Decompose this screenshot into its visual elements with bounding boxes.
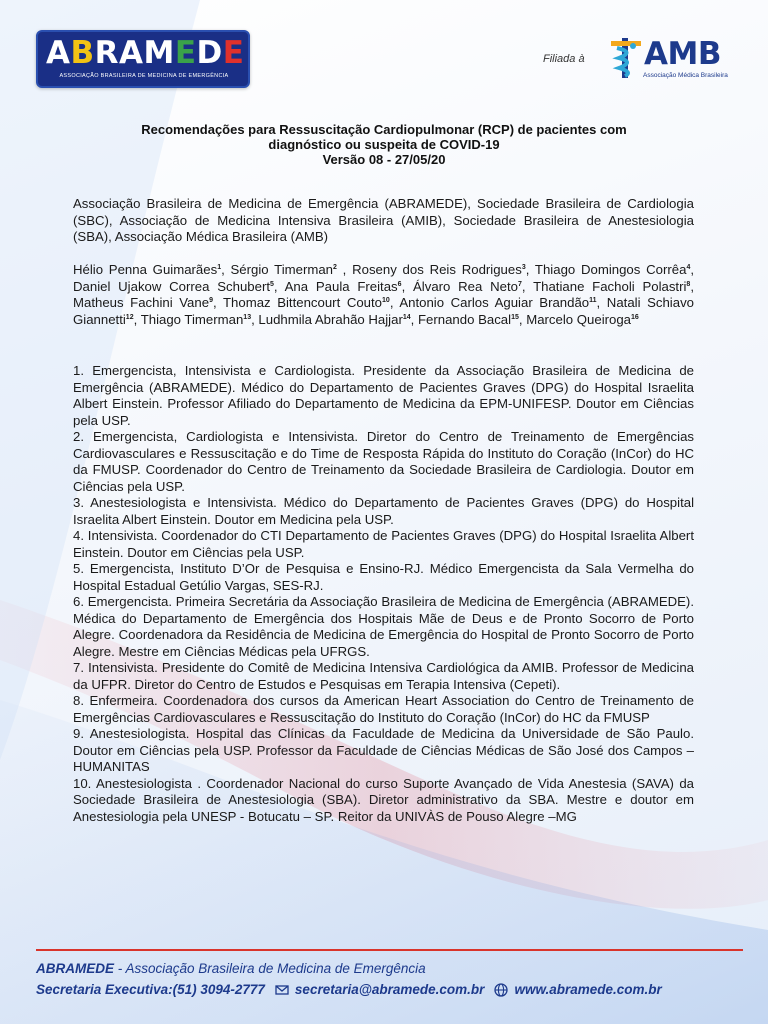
author-name: Antonio Carlos Aguiar Brandão: [399, 295, 590, 310]
footer-contact: [36, 982, 743, 997]
author-ref: 2: [333, 264, 337, 271]
abramede-tagline: ASSOCIAÇÃO BRASILEIRA DE MEDICINA DE EMERGÊNCIA: [59, 73, 229, 79]
author-name: Hélio Penna Guimarães: [73, 262, 218, 277]
author-ref: 7: [517, 280, 522, 288]
amb-tagline: Associação Médica Brasileira: [643, 72, 728, 79]
author-name: Marcelo Queiroga: [526, 311, 632, 327]
amb-wordmark: AMB: [644, 36, 721, 72]
author-ref: 14: [402, 313, 411, 321]
author-name: Ludhmila Abrahão Hajjar: [258, 311, 403, 327]
document-title: [84, 122, 684, 167]
author-ref: 8: [686, 280, 691, 288]
author-name: Thiago Domingos Corrêa: [534, 262, 687, 277]
author-ref: 13: [243, 313, 252, 321]
authors-paragraph: Hélio Penna Guimarães$^1$, Sérgio Timerman$^2$ , Roseny dos Reis Rodrigues$^3$, Thiago Domingos Corrêa$^4$, Daniel Ujakow Correa Schubert$^5$, Ana Paula Freitas$^6$, Álvaro Rea Neto$^7$, Thatiane Facholi Polastri$^8$, Matheus Fachini Vane$^9$, Thomaz Bittencourt Couto$^{10}$, Antonio Carlos Aguiar Brandão$^{11}$, Natali Schiavo Giannetti$^{12}$, Thiago Timerman$^{13}$, Ludhmila Abrahão Hajjar$^{14}$, Fernando Bacal$^{15}$, Marcelo Queiroga$^{16}$: [73, 262, 695, 327]
affiliation-item: 4. Intensivista. Coordenador do CTI Departamento de Pacientes Graves (DPG) do Hospital Israelita Albert Einstein. Doutor em Ciências pela USP.: [73, 528, 694, 560]
author-name: Natali Schiavo Giannetti: [73, 295, 695, 327]
affiliation-item: 2. Emergencista, Cardiologista e Intensivista. Diretor do Centro de Treinamento de Emergências Cardiovasculares e Ressuscitação e do Time de Resposta Rápida do Instituto do Coração (InCor) do HC da FMUSP. Coordenador do Centro de Treinamento da Sociedade Brasileira de Cardiologia. Doutor em Ciências pela USP.: [73, 429, 694, 494]
author-ref: 3: [521, 264, 526, 271]
affiliation-item: 9. Anestesiologista. Hospital das Clínicas da Faculdade de Medicina da Universidade de São Paulo. Doutor em Ciências pela USP. Professor da Faculdade de Ciências Médicas de São José dos Campos – HUMANITAS: [73, 726, 694, 774]
author-name: Thatiane Facholi Polastri: [533, 278, 687, 294]
author-ref: 16: [631, 313, 639, 321]
affiliation-item: 8. Enfermeira. Coordenadora dos cursos da American Heart Association do Centro de Treinamento de Emergências Cardiovasculares e Ressuscitação do Instituto do Coração (InCor) do HC da FMUSP: [73, 693, 694, 725]
author-ref: 1: [217, 264, 222, 271]
author-name: Thiago Timerman: [140, 311, 244, 327]
author-name: Matheus Fachini Vane: [73, 295, 210, 310]
affiliation-item: 10. Anestesiologista . Coordenador Nacional do curso Suporte Avançado de Vida Anestesia (SAVA) da Sociedade Brasileira de Anestesiologia (SBA). Diretor administrativo da SBA. Mestre e doutor em Anestesiologia pela UNESP - Botucatu – SP. Reitor da UNIVÀS de Pouso Alegre –MG: [73, 775, 694, 824]
author-name: Fernando Bacal: [417, 311, 512, 327]
author-ref: 11: [589, 297, 597, 304]
author-ref: 10: [382, 297, 390, 304]
abramede-wordmark: ABRAMEDE: [46, 35, 245, 71]
affiliation-label: Filiada à: [543, 53, 585, 65]
title-line-1: Recomendações para Ressuscitação Cardiopulmonar (RCP) de pacientes com: [141, 122, 627, 137]
footer-org-full: - Associação Brasileira de Medicina de Emergência: [114, 961, 426, 976]
mail-icon: [275, 983, 289, 997]
affiliation-item: 7. Intensivista. Presidente do Comitê de Medicina Intensiva Cardiológica da AMIB. Professor de Medicina da UFPR. Diretor do Centro de Estudos e Pesquisas em Terapia Intensiva (Cepeti).: [73, 660, 694, 692]
author-name: Sérgio Timerman: [230, 262, 334, 277]
affiliation-item: 3. Anestesiologista e Intensivista. Médico do Departamento de Pacientes Graves (DPG) do Hospital Israelita Albert Einstein. Doutor em Medicina pela USP.: [73, 495, 694, 527]
organizations-paragraph: Associação Brasileira de Medicina de Emergência (ABRAMEDE), Sociedade Brasileira de Cardiologia (SBC), Associação de Medicina Intensiva Brasileira (AMIB), Sociedade Brasileira de Anestesiologia (SBA), Associação Médica Brasileira (AMB): [73, 196, 694, 244]
affiliations-list: [73, 363, 694, 825]
footer-website-link[interactable]: www.abramede.com.br: [514, 982, 662, 997]
affiliation-item: 6. Emergencista. Primeira Secretária da Associação Brasileira de Medicina de Emergência (ABRAMEDE). Médica do Departamento de Emergência dos Hospitais Mãe de Deus e de Pronto Socorro de Porto Alegre. Coordenadora da Residência de Medicina de Emergência do Hospital de Pronto Socorro de Porto Alegre. Mestre em Ciências Médicas pela UFRGS.: [73, 594, 694, 659]
author-ref: 12: [125, 313, 134, 321]
author-name: Roseny dos Reis Rodrigues: [352, 262, 522, 277]
author-ref: 4: [686, 264, 691, 271]
author-name: Thomaz Bittencourt Couto: [222, 295, 383, 310]
title-line-2: diagnóstico ou suspeita de COVID-19: [268, 137, 500, 152]
footer-divider: [36, 949, 743, 951]
title-version: Versão 08 - 27/05/20: [322, 152, 446, 167]
footer-phone: (51) 3094-2777: [172, 982, 265, 997]
affiliation-item: 5. Emergencista, Instituto D’Or de Pesquisa e Ensino-RJ. Médico Emergencista da Sala Vermelha do Hospital Estadual Getúlio Vargas, SES-RJ.: [73, 561, 694, 593]
affiliation-item: 1. Emergencista, Intensivista e Cardiologista. Presidente da Associação Brasileira de Medicina de Emergência (ABRAMEDE). Médico do Departamento de Pacientes Graves (DPG) do Hospital Israelita Albert Einstein. Professor Afiliado do Departamento de Medicina da EPM-UNIFESP. Doutor em Ciências pela USP.: [73, 363, 694, 428]
author-ref: 9: [209, 297, 213, 304]
author-ref: 5: [270, 280, 274, 288]
footer-org-short: ABRAMEDE: [36, 961, 115, 976]
author-ref: 15: [511, 313, 519, 321]
footer-email-link[interactable]: secretaria@abramede.com.br: [294, 982, 485, 997]
author-name: Daniel Ujakow Correa Schubert: [73, 278, 271, 294]
author-name: Ana Paula Freitas: [284, 278, 398, 294]
globe-icon: [494, 983, 508, 997]
abramede-logo: [36, 30, 250, 88]
author-ref: 6: [397, 280, 402, 288]
footer-secretariat-label: Secretaria Executiva:: [36, 982, 173, 997]
footer-organization: [36, 961, 426, 976]
amb-caduceus-icon: [607, 36, 645, 80]
author-name: Álvaro Rea Neto: [413, 278, 518, 294]
